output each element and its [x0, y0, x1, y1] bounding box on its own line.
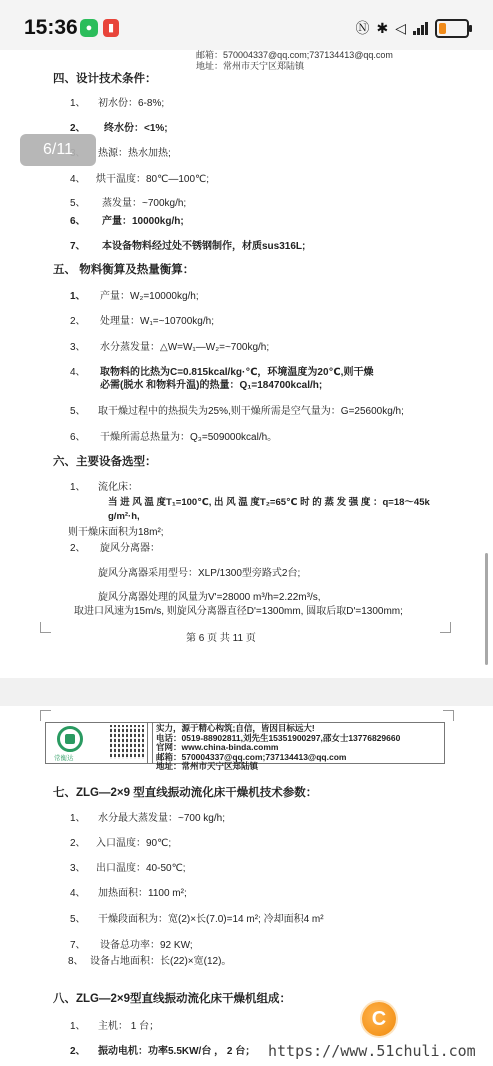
wechat-icon: ●	[80, 19, 98, 37]
company-email: 邮箱：570004337@qq.com;737134413@qq.com	[156, 751, 347, 762]
list-item: 干燥所需总热量为：Q₃=509000kcal/h。	[100, 432, 278, 443]
list-item: 设备总功率：92 KW;	[100, 940, 193, 951]
crop-mark	[440, 622, 451, 633]
section-8-title: 八、ZLG—2×9型直线振动流化床干燥机组成：	[53, 993, 291, 1005]
list-item: 1、	[70, 482, 86, 493]
list-item: 水分蒸发量：△W=W₁—W₂=~700kg/h;	[100, 342, 270, 353]
header-address: 地址：常州市天宁区郑陆镇	[196, 61, 305, 71]
list-item: 4、	[70, 174, 86, 185]
company-header	[45, 722, 445, 771]
list-item: 主机： 1 台；	[98, 1021, 160, 1032]
list-item: 2、	[70, 123, 86, 134]
divider	[152, 723, 153, 763]
list-item: 5、	[70, 406, 86, 417]
qr-code-icon	[110, 725, 144, 759]
list-item: 初水份：6-8%;	[98, 98, 165, 109]
list-item: 1、	[70, 291, 86, 302]
crop-mark	[443, 710, 454, 721]
list-item: 7、	[70, 241, 86, 252]
company-logo-text: 常衡达	[54, 755, 74, 762]
bluetooth-icon: ✱	[376, 19, 389, 36]
list-item: 取干燥过程中的热损失为25%,则干燥所需是空气量为：G=25600kg/h;	[98, 406, 404, 417]
section-7-title: 七、ZLG—2×9 型直线振动流化床干燥机技术参数：	[53, 787, 318, 799]
battery-level	[439, 23, 446, 34]
crop-mark	[40, 710, 51, 721]
company-address: 地址：常州市天宁区郑陆镇	[156, 761, 259, 771]
page-footer: 第 6 页 共 11 页	[186, 633, 256, 644]
list-item: 旋风分离器：	[100, 543, 160, 554]
list-item: 5、	[70, 198, 86, 209]
page-header-strip	[196, 50, 393, 72]
list-item: 干燥段面积为：宽(2)×长(7.0)=14 m²; 冷却面积4 m²	[98, 914, 324, 925]
list-item: 3、	[70, 863, 86, 874]
list-item: 1、	[70, 98, 86, 109]
list-item: 取物料的比热为C=0.815kcal/kg·℃，环境温度为20℃,则干燥	[100, 367, 374, 378]
list-item: g/m²·h,	[108, 511, 140, 522]
battery-icon	[435, 19, 469, 38]
list-item: 3、	[70, 342, 86, 353]
list-item: 入口温度：90℃;	[96, 838, 172, 849]
app-notification-icon: ▮	[103, 19, 119, 37]
list-item: 取进口风速为15m/s, 则旋风分离器直径D'=1300mm, 圆取后取D'=1300mm;	[74, 606, 403, 617]
section-4-title: 四、设计技术条件：	[53, 73, 157, 85]
list-item: 旋风分离器处理的风量为V'=28000 m³/h=2.22m³/s,	[98, 592, 321, 603]
watermark-url: https://www.51chuli.com	[268, 1042, 476, 1060]
header-email: 邮箱：570004337@qq.com;737134413@qq.com	[196, 50, 393, 60]
list-item: 2、	[70, 838, 86, 849]
crop-mark	[40, 622, 51, 633]
list-item: 处理量：W₁=~10700kg/h;	[100, 316, 214, 327]
signal-icon	[413, 21, 428, 35]
company-phone: 电话：0519-88902811,刘先生15351900297,邵女士13776829660	[156, 732, 401, 743]
list-item: 本设备物料经过处不锈钢制作，材质sus316L;	[102, 241, 306, 252]
company-info	[156, 724, 400, 772]
list-item: 必需(脱水 和物料升温)的热量：Q₁=184700kcal/h;	[100, 380, 323, 391]
list-item: 2、	[70, 543, 86, 554]
list-item: 设备占地面积：长(22)×宽(12)。	[90, 956, 232, 967]
list-item: 6、	[70, 432, 86, 443]
list-item: 终水份：<1%;	[104, 123, 168, 134]
list-item: 2、	[70, 1046, 86, 1057]
list-item: 振动电机：功率5.5KW/台 ， 2 台；	[98, 1046, 256, 1057]
list-item: 1、	[70, 813, 86, 824]
list-item: 4、	[70, 367, 86, 378]
list-item: 热源：热水加热;	[98, 148, 171, 159]
list-item: 水分最大蒸发量：~700 kg/h;	[98, 813, 225, 824]
scrollbar[interactable]	[485, 553, 488, 665]
list-item: 1、	[70, 1021, 86, 1032]
list-item: 产量：W₂=10000kg/h;	[100, 291, 199, 302]
status-icons	[355, 18, 469, 38]
list-item: 蒸发量：~700kg/h;	[102, 198, 187, 209]
company-website: 官网：www.china-binda.comm	[156, 742, 279, 752]
list-item: 2、	[70, 316, 86, 327]
list-item: 6、	[70, 216, 86, 227]
section-5-title: 五、 物料衡算及热量衡算：	[53, 264, 195, 276]
company-logo-icon	[57, 726, 83, 752]
list-item: 产量：10000kg/h;	[102, 216, 184, 227]
list-item: 流化床：	[98, 482, 138, 493]
watermark-logo-icon: C	[362, 1002, 396, 1036]
section-6-title: 六、主要设备选型：	[53, 456, 157, 468]
divider	[147, 723, 148, 763]
mute-icon: ◁	[395, 19, 406, 36]
page-indicator: 6/11	[20, 134, 96, 166]
nfc-icon: Ⓝ	[355, 20, 370, 36]
list-item: 8、	[68, 956, 84, 967]
list-item: 出口温度：40-50℃;	[96, 863, 186, 874]
list-item: 7、	[70, 940, 86, 951]
document-page-7[interactable]	[0, 706, 493, 1066]
list-item: 5、	[70, 914, 86, 925]
list-item: 则干燥床面积为18m²;	[68, 527, 164, 538]
status-time: 15:36	[24, 16, 78, 39]
list-item: 旋风分离器采用型号：XLP/1300型旁路式2台;	[98, 568, 301, 579]
list-item: 加热面积：1100 m²;	[98, 888, 187, 899]
list-item: 4、	[70, 888, 86, 899]
list-item: 烘干温度：80℃—100℃;	[96, 174, 210, 185]
list-item: 当 进 风 温 度T₁=100℃, 出 风 温 度T₂=65℃ 时 的 蒸 发 强 度 ：q=18～45k	[108, 497, 430, 508]
company-slogan: 实力，源于精心构筑;自信，皆因目标远大!	[156, 723, 315, 733]
